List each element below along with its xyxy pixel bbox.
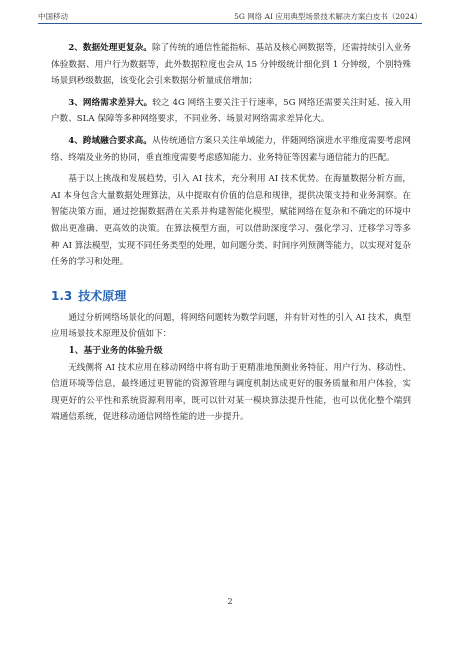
paragraph-subsection-text: 无线侧将 AI 技术应用在移动网络中将有助于更精准地预测业务特征、用户行为、移动性、信道环境等信息，最终通过更智能的资源管理与调度机制达成更好的服务质量和用户体验，实现更好的公平性和系统资源利用率，既可以针对某一模块算法提升性能，也可以优化整个端到端通信系统，促进移动通信网络性能的进一步提升。: [51, 362, 411, 423]
header-organization: 中国移动: [38, 12, 68, 21]
paragraph-item-4: [51, 133, 411, 166]
subsection-title: 1、基于业务的体验升级: [68, 345, 163, 356]
header-divider: [38, 23, 422, 24]
header-document-title: 5G 网络 AI 应用典型场景技术解决方案白皮书（2024）: [234, 12, 422, 21]
section-heading: [51, 287, 411, 304]
item-2-title: 2、数据处理更复杂。: [68, 43, 152, 53]
page-number: 2: [227, 597, 233, 606]
item-3-title: 3、网络需求差异大。: [68, 97, 153, 108]
page-header: [38, 8, 422, 24]
section-number: 1.3: [51, 288, 73, 303]
item-2-text: 除了传统的通信性能指标、基站及核心网数据等，还需持续引入业务体验数据、用户行为数据等，此外数据粒度也会从 15 分钟级统计细化到 1 分钟级，个别特殊场景到秒级数据，该变化会引来数据分析量成倍增加；: [51, 43, 411, 87]
paragraph-item-3: [51, 95, 411, 128]
paragraph-summary: 基于以上挑战和发展趋势，引入 AI 技术，充分利用 AI 技术优势。在海量数据分析方面，AI 本身包含大量数据处理算法，从中提取有价值的信息和规律，提供决策支持和业务洞察。在智能决策方面，通过挖掘数据潜在关系并构建智能化模型，赋能网络在复杂和不确定的环境中做出更准确、更高效的决策。在算法模型方面，可以借助深度学习、强化学习、迁移学习等多种 AI 算法模型，实现不同任务类型的处理，如问题分类、时间序列预测等能力，以实现对复杂任务的学习和处理。: [51, 174, 411, 268]
page-body: [51, 40, 411, 426]
paragraph-section-intro: 通过分析网络场景化的问题，将网络问题转为数学问题，并有针对性的引入 AI 技术，典型应用场景技术原理及价值如下：: [51, 312, 411, 340]
item-3-text: 较之 4G 网络主要关注于行速率，5G 网络还需要关注时延、接入用户数、SLA 保障等多种网络要求，不同业务、场景对网络需求差异化大。: [51, 97, 411, 125]
section-title: 技术原理: [78, 288, 127, 303]
item-4-title: 4、跨域融合要求高。: [68, 135, 152, 146]
paragraph-item-2: [51, 40, 411, 90]
item-4-text: 从传统通信方案只关注单域能力，伴随网络演进水平维度需要考虑网络、终端及业务的协同，垂直维度需要考虑感知能力、业务特征等因素与通信能力的匹配。: [51, 135, 411, 163]
